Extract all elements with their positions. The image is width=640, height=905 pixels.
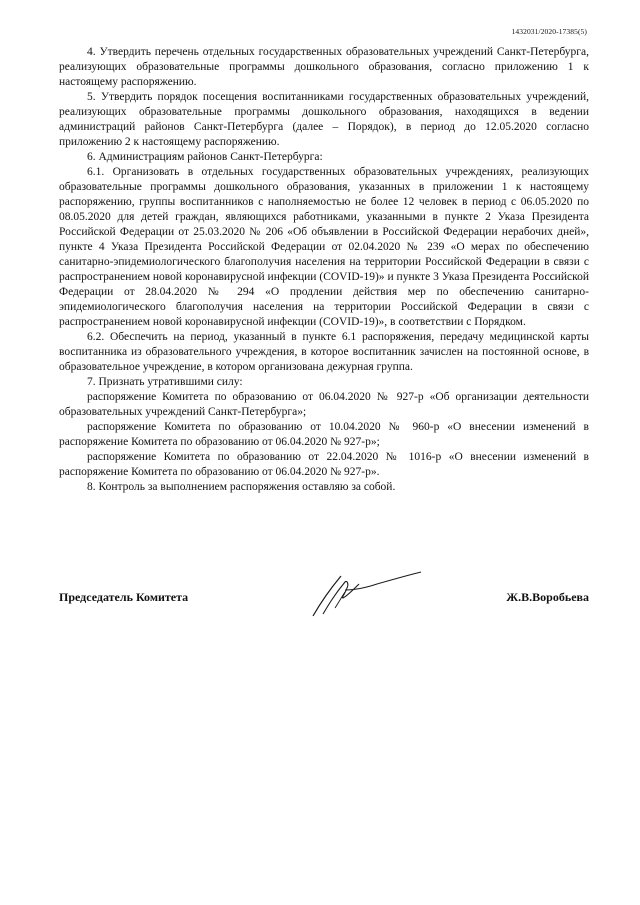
paragraph-repealed-order-960: распоряжение Комитета по образованию от 10.04.2020 № 960-р «О внесении изменений в распоряжение Комитета по образованию от 06.04.2020 № 927-р»; (59, 421, 589, 448)
signer-position: Председатель Комитета (59, 590, 189, 604)
document-code: 1432031/2020-17385(5) (511, 27, 587, 36)
paragraph-repealed-order-1016: распоряжение Комитета по образованию от 22.04.2020 № 1016-р «О внесении изменений в распоряжение Комитета по образованию от 06.04.2020 № 927-р». (59, 451, 589, 478)
signer-name: Ж.В.Воробьева (506, 590, 589, 604)
paragraph-item-4: 4. Утвердить перечень отдельных государственных образовательных учреждений Санкт-Петербурга, реализующих образовательные программы дошкольного образования, согласно приложению 1 к настоящему распоряжению. (59, 46, 589, 88)
signature-block (59, 590, 589, 620)
paragraph-repealed-order-927: распоряжение Комитета по образованию от 06.04.2020 № 927-р «Об организации деятельности образовательных учреждений Санкт-Петербурга»; (59, 391, 589, 418)
paragraph-item-7: 7. Признать утратившими силу: (87, 376, 243, 388)
paragraph-item-6-1: 6.1. Организовать в отдельных государственных образовательных учреждениях, реализующих образовательные программы дошкольного образования, указанных в приложении 1 к настоящему распоряжению, группы воспитанников с наполняемостью не более 12 человек в период с 06.05.2020 по 08.05.2020 для детей граждан, являющихся работниками, указанными в пункте 2 Указа Президента Российской Федерации от 25.03.2020 № 206 «Об объявлении в Российской Федерации нерабочих дней», пункте 4 Указа Президента Российской Федерации от 02.04.2020 № 239 «О мерах по обеспечению санитарно-эпидемиологического благополучия населения на территории Российской Федерации в связи с распространением новой коронавирусной инфекции (COVID-19)» и пункте 3 Указа Президента Российской Федерации от 28.04.2020 № 294 «О продлении действия мер по обеспечению санитарно-эпидемиологического благополучия населения на территории Российской Федерации в связи с распространением новой коронавирусной инфекции (COVID-19)», в соответствии с Порядком. (59, 166, 589, 328)
document-body (59, 45, 589, 495)
paragraph-item-5: 5. Утвердить порядок посещения воспитанниками государственных образовательных учреждений, реализующих образовательные программы дошкольного образования, находящихся в ведении администраций районов Санкт-Петербурга (далее – Порядок), в период до 12.05.2020 согласно приложению 2 к настоящему распоряжению. (59, 91, 589, 148)
paragraph-item-6-2: 6.2. Обеспечить на период, указанный в пункте 6.1 распоряжения, передачу медицинской карты воспитанника из образовательного учреждения, в которое воспитанник зачислен на постоянной основе, в образовательное учреждение, в котором организована дежурная группа. (59, 331, 589, 373)
paragraph-item-6: 6. Администрациям районов Санкт-Петербурга: (87, 151, 323, 163)
paragraph-item-8: 8. Контроль за выполнением распоряжения оставляю за собой. (87, 481, 396, 493)
